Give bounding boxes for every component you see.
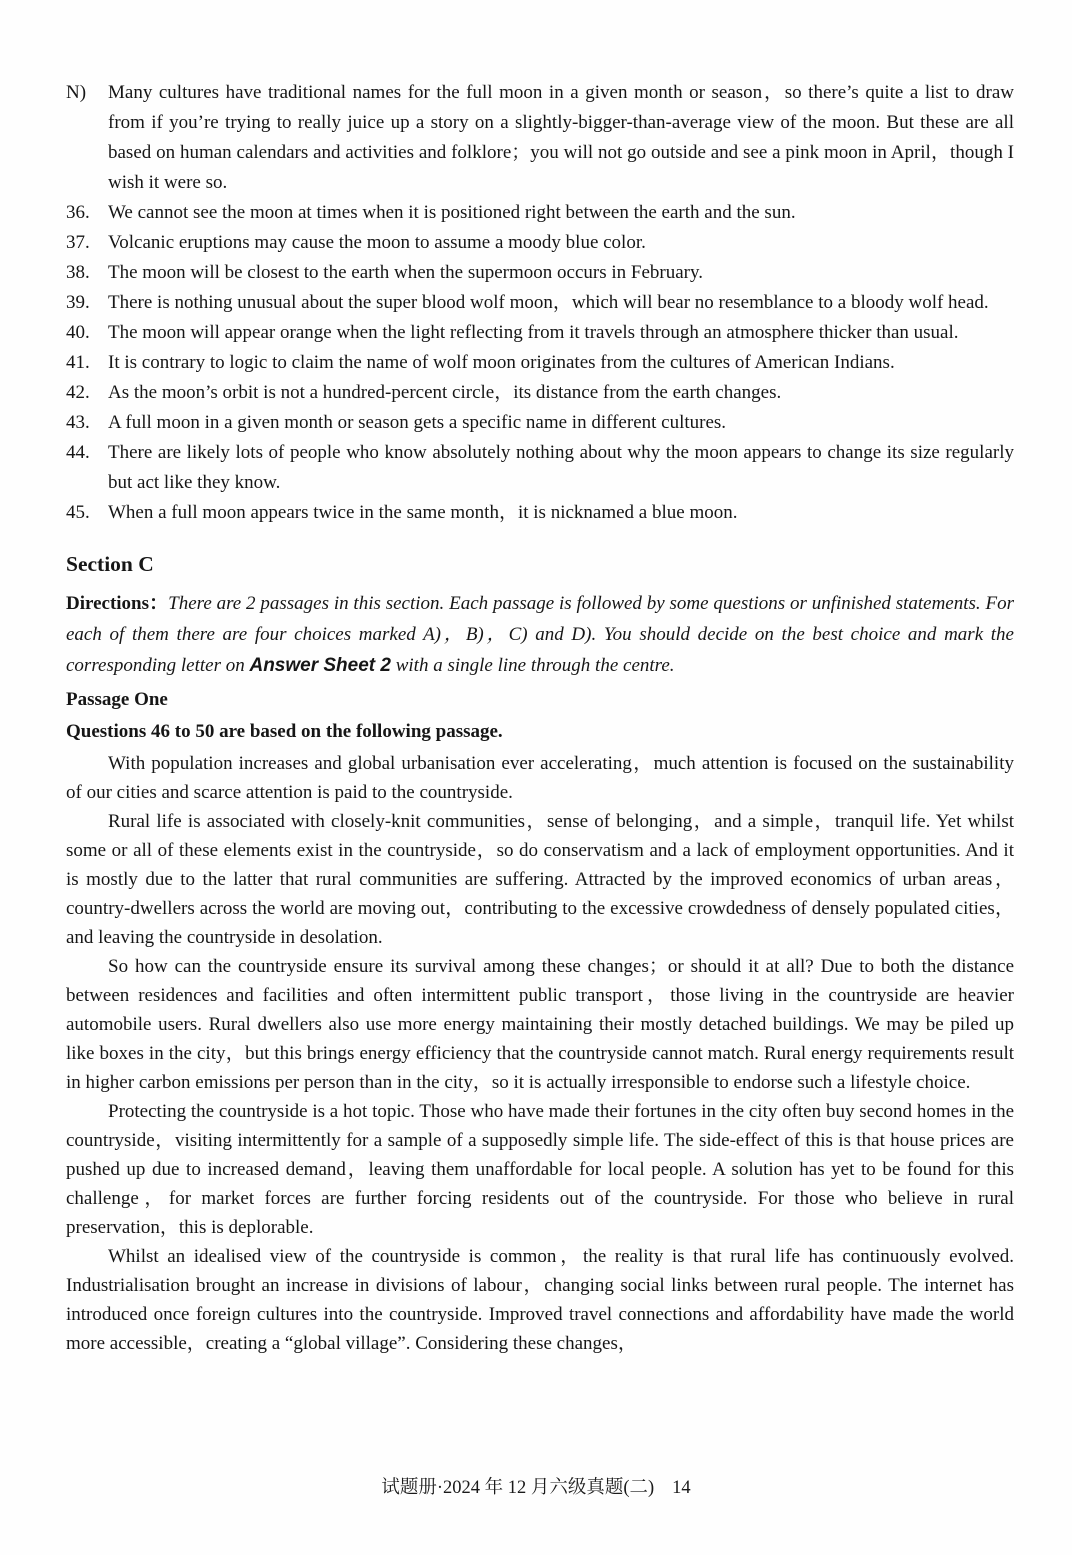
directions-text-before: There are 2 passages in this section. Each passage is followed by some questions or unfinished statements. For each of them there are four choices marked A)，B)，C) and D). You should decide on the best choice and mark the corresponding letter on <box>66 593 1014 676</box>
statement-number: 45. <box>66 502 90 523</box>
directions-text-after: with a single line through the centre. <box>390 655 675 676</box>
statement-number: 40. <box>66 322 90 343</box>
directions <box>66 588 1014 681</box>
statement-38 <box>66 258 1014 288</box>
statement-42 <box>66 378 1014 408</box>
questions-range-line: Questions 46 to 50 are based on the following passage. <box>66 721 503 742</box>
statement-44 <box>66 438 1014 498</box>
statement-text: Volcanic eruptions may cause the moon to assume a moody blue color. <box>108 232 646 253</box>
item-n-label: N) <box>66 82 87 103</box>
passage-paragraph-1: With population increases and global urbanisation ever accelerating，much attention is focused on the sustainability of our cities and scarce attention is paid to the countryside. <box>66 753 1014 803</box>
statement-number: 44. <box>66 442 90 463</box>
statement-text: It is contrary to logic to claim the name of wolf moon originates from the cultures of American Indians. <box>108 352 895 373</box>
statement-36 <box>66 198 1014 228</box>
page-footer <box>0 1473 1072 1499</box>
statement-41 <box>66 348 1014 378</box>
statement-number: 36. <box>66 202 90 223</box>
passage-paragraph-3: So how can the countryside ensure its survival among these changes；or should it at all? Due to both the distance between residences and facilities and often intermittent public transport，those living in the countryside are heavier automobile users. Rural dwellers also use more energy maintaining their mostly detached buildings. We may be piled up like boxes in the city，but this brings energy efficiency that the countryside cannot match. Rural energy requirements result in higher carbon emissions per person than in the city，so it is actually irresponsible to endorse such a lifestyle choice. <box>66 956 1014 1093</box>
statement-text: The moon will be closest to the earth when the supermoon occurs in February. <box>108 262 704 283</box>
passage-one-label: Passage One <box>66 689 168 710</box>
statement-number: 41. <box>66 352 90 373</box>
passage-paragraph-5: Whilst an idealised view of the countryside is common，the reality is that rural life has continuously evolved. Industrialisation brought an increase in divisions of labour，changing social links between rural people. The internet has introduced once foreign cultures into the countryside. Improved travel connections and affordability have made the world more accessible，creating a “global village”. Considering these changes， <box>66 1246 1014 1354</box>
item-n-text: Many cultures have traditional names for the full moon in a given month or season，so there’s quite a list to draw from if you’re trying to really juice up a story on a slightly-bigger-than-average view of the moon. But these are all based on human calendars and activities and folklore；you will not go outside and see a pink moon in April，though I wish it were so. <box>108 82 1014 193</box>
statement-number: 42. <box>66 382 90 403</box>
statement-text: There are likely lots of people who know absolutely nothing about why the moon appears to change its size regularly but act like they know. <box>108 442 1014 493</box>
statement-number: 43. <box>66 412 90 433</box>
statement-45 <box>66 498 1014 528</box>
statement-43 <box>66 408 1014 438</box>
directions-label: Directions： <box>66 593 169 614</box>
statement-text: When a full moon appears twice in the same month，it is nicknamed a blue moon. <box>108 502 738 523</box>
statement-number: 37. <box>66 232 90 253</box>
statement-number: 39. <box>66 292 90 313</box>
section-c-title: Section C <box>66 552 154 576</box>
statement-39 <box>66 288 1014 318</box>
statement-text: There is nothing unusual about the super blood wolf moon，which will bear no resemblance to a bloody wolf head. <box>108 292 989 313</box>
footer-text: 试题册·2024 年 12 月六级真题(二) <box>381 1478 655 1498</box>
answer-sheet-ref: Answer Sheet 2 <box>249 655 391 676</box>
statement-text: As the moon’s orbit is not a hundred-percent circle，its distance from the earth changes. <box>108 382 782 403</box>
statement-40 <box>66 318 1014 348</box>
statement-text: A full moon in a given month or season gets a specific name in different cultures. <box>108 412 727 433</box>
passage-paragraph-4: Protecting the countryside is a hot topic. Those who have made their fortunes in the city often buy second homes in the countryside，visiting intermittently for a sample of a supposedly simple life. The side-effect of this is that house prices are pushed up due to increased demand，leaving them unaffordable for local people. A solution has yet to be found for this challenge，for market forces are further forcing residents out of the countryside. For those who believe in rural preservation，this is deplorable. <box>66 1101 1014 1238</box>
statement-text: We cannot see the moon at times when it is positioned right between the earth and the sun. <box>108 202 796 223</box>
list-item-n <box>66 78 1014 198</box>
statement-37 <box>66 228 1014 258</box>
passage-paragraph-2: Rural life is associated with closely-knit communities，sense of belonging，and a simple，tranquil life. Yet whilst some or all of these elements exist in the countryside，so do conservatism and a lack of employment opportunities. And it is mostly due to the latter that rural communities are suffering. Attracted by the improved economics of urban areas，country-dwellers across the world are moving out，contributing to the excessive crowdedness of densely populated cities，and leaving the countryside in desolation. <box>66 811 1014 948</box>
statement-text: The moon will appear orange when the light reflecting from it travels through an atmosphere thicker than usual. <box>108 322 959 343</box>
footer-page-number: 14 <box>672 1478 691 1498</box>
statement-number: 38. <box>66 262 90 283</box>
